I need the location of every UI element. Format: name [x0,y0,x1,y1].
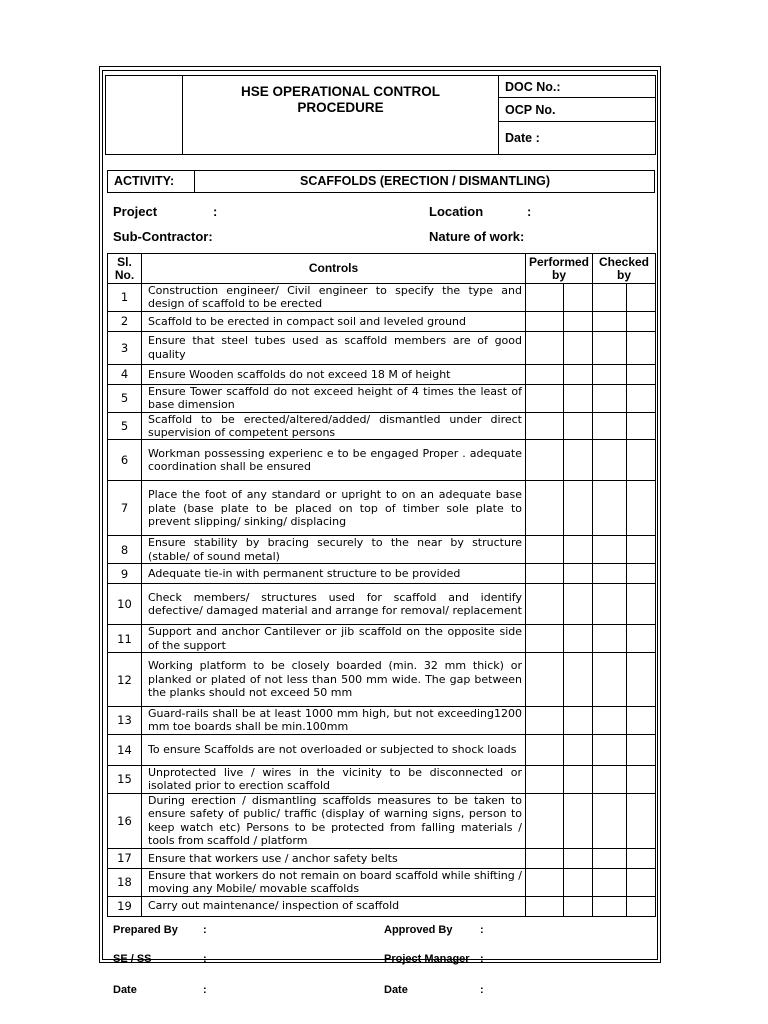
col-checked-line1: Checked [598,254,650,269]
row-control-text: Ensure that steel tubes used as scaffold members are of good quality [142,331,526,364]
row-number: 19 [108,896,142,916]
table-row [108,765,656,793]
performed-cell[interactable] [564,653,593,707]
row-control-text: Workman possessing experienc e to be engaged Proper . adequate coordination shall be ensured [142,440,526,481]
row-control-text: To ensure Scaffolds are not overloaded or subjected to shock loads [142,734,526,765]
table-row [108,564,656,584]
checked-cell[interactable] [593,384,627,412]
performed-cell[interactable] [564,536,593,564]
performed-cell[interactable] [526,707,564,735]
row-control-text: Carry out maintenance/ inspection of scaffold [142,896,526,916]
nature-of-work-label: Nature of work: [429,229,525,244]
project-manager-colon: : [480,953,484,965]
col-sl-no [108,254,142,284]
checked-cell[interactable] [593,564,627,584]
row-control-text: Adequate tie-in with permanent structure to be provided [142,564,526,584]
row-control-text: Guard-rails shall be at least 1000 mm high, but not exceeding1200 mm toe boards shall be min.100mm [142,707,526,735]
performed-cell[interactable] [526,734,564,765]
checked-cell[interactable] [593,584,627,625]
checked-cell[interactable] [627,765,656,793]
col-sl-line2: No. [114,267,135,282]
performed-cell[interactable] [526,848,564,868]
performed-cell[interactable] [564,564,593,584]
row-number: 6 [108,440,142,481]
performed-cell[interactable] [526,440,564,481]
checked-cell[interactable] [627,384,656,412]
row-control-text: Place the foot of any standard or upright to on an adequate base plate (base plate to be placed on top of timber sole plate to prevent slipping/ sinking/ displacing [142,481,526,536]
col-performed-by [526,254,593,284]
row-number: 7 [108,481,142,536]
checked-cell[interactable] [593,284,627,312]
performed-cell[interactable] [564,440,593,481]
performed-cell[interactable] [564,896,593,916]
footer-date-right-colon: : [480,984,484,996]
performed-cell[interactable] [564,625,593,653]
table-row [108,734,656,765]
checked-cell[interactable] [627,564,656,584]
logo-cell [106,76,183,154]
doc-no-label: DOC No.: [499,76,656,98]
table-row [108,584,656,625]
checked-cell[interactable] [627,412,656,440]
performed-cell[interactable] [526,896,564,916]
table-row [108,793,656,848]
row-number: 5 [108,384,142,412]
checked-cell[interactable] [627,653,656,707]
col-checked-by [593,254,656,284]
table-row [108,331,656,364]
checked-cell[interactable] [593,896,627,916]
performed-cell[interactable] [564,734,593,765]
date-label: Date : [505,131,540,145]
row-number: 8 [108,536,142,564]
checked-cell[interactable] [627,364,656,384]
se-ss-label: SE / SS [113,953,152,965]
activity-box [107,170,655,193]
checked-cell[interactable] [593,734,627,765]
performed-cell[interactable] [564,481,593,536]
performed-cell[interactable] [564,868,593,896]
performed-cell[interactable] [526,412,564,440]
table-row [108,384,656,412]
checked-cell[interactable] [593,868,627,896]
row-control-text: Ensure stability by bracing securely to the near by structure (stable/ of sound metal) [142,536,526,564]
table-row [108,440,656,481]
performed-cell[interactable] [564,765,593,793]
performed-cell[interactable] [526,311,564,331]
checked-cell[interactable] [627,793,656,848]
col-checked-line2: by [616,267,631,282]
table-row [108,412,656,440]
checked-cell[interactable] [593,848,627,868]
performed-cell[interactable] [526,536,564,564]
row-control-text: Scaffold to be erected in compact soil and leveled ground [142,311,526,331]
performed-cell[interactable] [564,384,593,412]
location-colon: : [527,204,532,219]
controls-table [107,253,656,917]
table-header-row [108,254,656,284]
checked-cell[interactable] [593,653,627,707]
checked-cell[interactable] [593,707,627,735]
performed-cell[interactable] [564,848,593,868]
prepared-by-colon: : [203,924,207,936]
performed-cell[interactable] [526,793,564,848]
row-number: 5 [108,412,142,440]
project-colon: : [213,204,218,219]
performed-cell[interactable] [564,364,593,384]
row-control-text: Support and anchor Cantilever or jib scaffold on the opposite side of the support [142,625,526,653]
row-control-text: Unprotected live / wires in the vicinity to be disconnected or isolated prior to erection scaffold [142,765,526,793]
row-control-text: Construction engineer/ Civil engineer to specify the type and design of scaffold to be erected [142,284,526,312]
document-header [105,75,656,155]
checked-cell[interactable] [627,848,656,868]
table-row [108,311,656,331]
table-row [108,364,656,384]
checked-cell[interactable] [627,625,656,653]
performed-cell[interactable] [526,364,564,384]
row-number: 14 [108,734,142,765]
title-line-2: PROCEDURE [297,100,384,115]
performed-cell[interactable] [526,625,564,653]
table-row [108,481,656,536]
performed-cell[interactable] [564,793,593,848]
col-performed-line1: Performed [528,254,590,269]
row-number: 13 [108,707,142,735]
performed-cell[interactable] [564,412,593,440]
doc-info-cell [498,76,656,154]
performed-cell[interactable] [526,868,564,896]
activity-value: SCAFFOLDS (ERECTION / DISMANTLING) [300,174,550,188]
row-control-text: Ensure that workers do not remain on board scaffold while shifting / moving any Mobile/ movable scaffolds [142,868,526,896]
table-row [108,848,656,868]
footer-date-left-label: Date [113,984,137,996]
checked-cell[interactable] [627,481,656,536]
checked-cell[interactable] [627,284,656,312]
project-manager-label: Project Manager [384,953,470,965]
checked-cell[interactable] [593,440,627,481]
row-number: 15 [108,765,142,793]
table-row [108,707,656,735]
row-number: 12 [108,653,142,707]
performed-cell[interactable] [564,331,593,364]
performed-cell[interactable] [526,653,564,707]
row-number: 4 [108,364,142,384]
table-row [108,625,656,653]
checked-cell[interactable] [593,793,627,848]
checked-cell[interactable] [627,868,656,896]
row-number: 16 [108,793,142,848]
checked-cell[interactable] [593,311,627,331]
checked-cell[interactable] [627,584,656,625]
performed-cell[interactable] [526,765,564,793]
checked-cell[interactable] [627,896,656,916]
table-row [108,653,656,707]
row-number: 18 [108,868,142,896]
row-number: 3 [108,331,142,364]
checked-cell[interactable] [627,536,656,564]
performed-cell[interactable] [526,564,564,584]
row-number: 17 [108,848,142,868]
performed-cell[interactable] [526,481,564,536]
checked-cell[interactable] [627,311,656,331]
checked-cell[interactable] [593,364,627,384]
checked-cell[interactable] [627,734,656,765]
performed-cell[interactable] [526,584,564,625]
performed-cell[interactable] [564,284,593,312]
location-label: Location [429,204,484,219]
col-controls: Controls [142,254,526,284]
footer-date-left-colon: : [203,984,207,996]
row-control-text: Ensure that workers use / anchor safety belts [142,848,526,868]
row-control-text: Check members/ structures used for scaffold and identify defective/ damaged material and arrange for removal/ replacement [142,584,526,625]
row-number: 2 [108,311,142,331]
document-title [183,84,498,116]
checked-cell[interactable] [593,481,627,536]
approved-by-colon: : [480,924,484,936]
checked-cell[interactable] [593,765,627,793]
row-number: 1 [108,284,142,312]
title-line-1: HSE OPERATIONAL CONTROL [240,84,440,99]
checked-cell[interactable] [593,625,627,653]
performed-cell[interactable] [526,384,564,412]
row-number: 10 [108,584,142,625]
table-row [108,868,656,896]
checked-cell[interactable] [627,707,656,735]
row-number: 11 [108,625,142,653]
performed-cell[interactable] [564,311,593,331]
activity-label: ACTIVITY: [108,171,195,192]
project-label: Project [113,204,158,219]
col-sl-line1: Sl. [117,254,132,269]
row-control-text: During erection / dismantling scaffolds measures to be taken to ensure safety of public/ traffic (display of warning signs, person to keep watch etc) Persons to be protected from falling materials / tools from scaffold / platform [142,793,526,848]
subcontractor-label: Sub-Contractor: [113,229,213,244]
table-row [108,536,656,564]
col-performed-line2: by [551,267,566,282]
approved-by-label: Approved By [384,924,453,936]
row-control-text: Ensure Wooden scaffolds do not exceed 18 M of height [142,364,526,384]
ocp-no-label: OCP No. [499,99,656,122]
prepared-by-label: Prepared By [113,924,178,936]
checked-cell[interactable] [627,440,656,481]
performed-cell[interactable] [564,584,593,625]
checked-cell[interactable] [593,412,627,440]
row-control-text: Ensure Tower scaffold do not exceed height of 4 times the least of base dimension [142,384,526,412]
performed-cell[interactable] [526,331,564,364]
checked-cell[interactable] [593,331,627,364]
table-row [108,284,656,312]
footer-date-right-label: Date [384,984,408,996]
checked-cell[interactable] [627,331,656,364]
row-number: 9 [108,564,142,584]
performed-cell[interactable] [564,707,593,735]
table-row [108,896,656,916]
row-control-text: Scaffold to be erected/altered/added/ dismantled under direct supervision of competent persons [142,412,526,440]
row-control-text: Working platform to be closely boarded (min. 32 mm thick) or planked or plated of not less than 500 mm wide. The gap between the planks should not exceed 50 mm [142,653,526,707]
checked-cell[interactable] [593,536,627,564]
performed-cell[interactable] [526,284,564,312]
se-ss-colon: : [203,953,207,965]
